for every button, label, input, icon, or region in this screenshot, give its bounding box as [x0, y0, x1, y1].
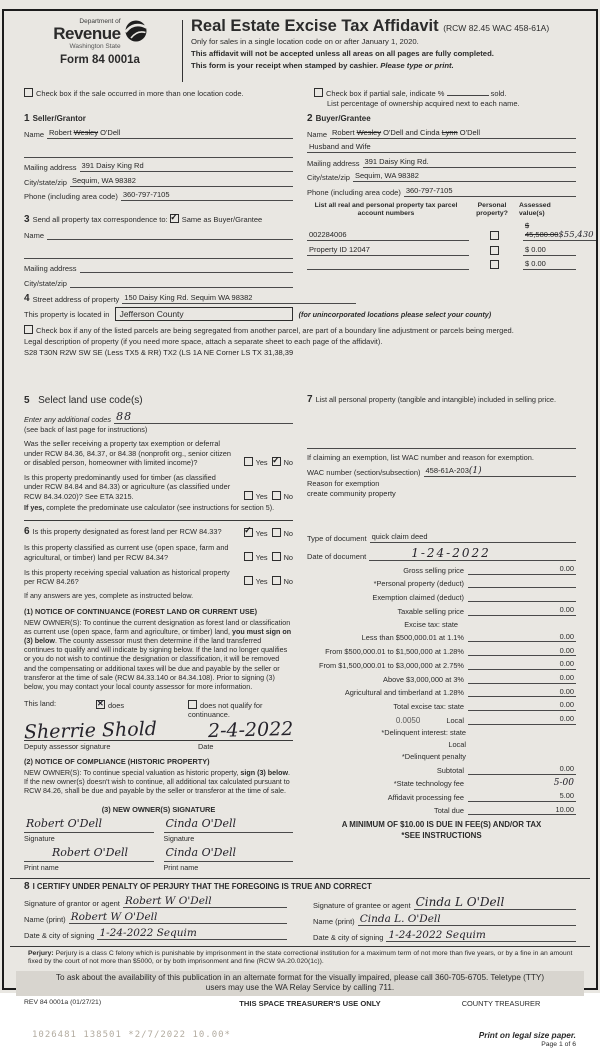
revenue-logo-icon — [123, 19, 149, 48]
delinquent-local-row: Local — [448, 739, 466, 749]
taxable-price-row: Taxable selling price 0.00 — [397, 605, 574, 616]
subtitle-2: This affidavit will not be accepted unless all areas on all pages are fully completed. — [191, 48, 494, 58]
subtitle-1: Only for sales in a single location code on or after January 1, 2020. — [191, 36, 419, 46]
tier3-input[interactable]: 0.00 — [468, 659, 576, 670]
partial-sale-percent-input[interactable] — [447, 87, 489, 96]
section2-title: Buyer/Grantee — [315, 114, 371, 123]
tier4-row: Above $3,000,000 at 3% 0.00 — [383, 673, 574, 684]
current-use-question-text: Is this property classified as current use (open space, farm and agricultural, or timber) land per RCW 84.34? — [24, 543, 229, 562]
dept-of-label: Department of — [79, 18, 121, 25]
tier1-input[interactable]: 0.00 — [468, 632, 576, 643]
owner1-signature-line[interactable]: Robert O'Dell — [24, 814, 154, 833]
buyer-mailing-label: Mailing address — [307, 158, 360, 168]
grantee-certify-block — [313, 892, 576, 942]
blank-space — [10, 357, 590, 393]
parcel-table — [307, 201, 594, 271]
seller-csz-field — [24, 176, 293, 187]
parcel-1-number[interactable]: 002284006 — [307, 230, 469, 241]
doc-type-field — [307, 532, 576, 543]
exemption-no-checkbox[interactable] — [272, 457, 281, 466]
correspondence-name-label: Name — [24, 230, 45, 240]
seller-phone-input[interactable]: 360-797-7105 — [121, 190, 293, 201]
exemption-deduct-input[interactable] — [468, 592, 576, 603]
total-due-input[interactable]: 10.00 — [468, 805, 576, 816]
doc-date-handwritten: 1-24-2022 — [411, 546, 491, 560]
mid-columns — [10, 393, 590, 872]
parcel-1-value[interactable]: $ 45,580.00$55,430 — [525, 221, 594, 241]
minimum-due-note: A MINIMUM OF $10.00 IS DUE IN FEE(S) AND/OR TAX *SEE INSTRUCTIONS — [307, 820, 576, 841]
forest-no-checkbox[interactable] — [272, 528, 281, 537]
doc-type-input[interactable]: quick claim deed — [370, 532, 576, 543]
seller-mailing-field — [24, 161, 293, 172]
section4-number: 4 — [24, 293, 30, 304]
timber-yes-checkbox[interactable] — [244, 491, 253, 500]
forest-yes-checkbox[interactable] — [244, 528, 253, 537]
grantee-print-input[interactable]: Cinda L. O'Dell — [358, 913, 576, 926]
seller-column — [24, 108, 293, 288]
buyer-phone-label: Phone (including area code) — [307, 187, 401, 197]
section8-number: 8 — [24, 880, 30, 892]
gross-price-input[interactable]: 0.00 — [468, 564, 576, 575]
correspondence-name-field — [24, 229, 293, 240]
section4 — [10, 288, 590, 358]
section5-title: Select land use code(s) — [38, 395, 143, 406]
buyer-phone-field — [307, 186, 576, 197]
legal-size-note: Print on legal size paper. — [478, 1029, 576, 1040]
tier2-row: From $500,000.01 to $1,500,000 at 1.28% 0.00 — [325, 645, 574, 657]
subtotal-row: Subtotal 0.00 — [436, 764, 574, 775]
section3-number: 3 — [24, 214, 30, 225]
owner2-signature-label: Signature — [163, 833, 195, 843]
owner2-print-line[interactable]: Cinda O'Dell — [164, 843, 294, 862]
exemption-question: Was the seller receiving a property tax exemption or deferral under RCW 84.36, 84.37, or 84.38 (nonprofit org., senior citizen or disabled person, homeowner with limited income)? Yes ✓ No — [24, 439, 293, 468]
perjury-note: Perjury: Perjury is a class C felony which is punishable by imprisonment in the state correctional institution for a maximum term of not more than five years, or by a fine in an amount fixed by the court of not more than $5000, or by both imprisonment and fine (RCW 9A.20.020(1c)). — [10, 946, 590, 968]
doc-date-field — [307, 546, 576, 561]
current-use-yes-checkbox[interactable] — [244, 552, 253, 561]
if-yes-note-bold: If yes, — [24, 504, 45, 513]
grantor-date-input[interactable]: 1-24-2022 Sequim — [97, 927, 287, 940]
seller-name-field — [24, 128, 293, 139]
header-checkbox-row — [10, 82, 590, 108]
deputy-labels — [24, 742, 293, 751]
tier3-row: From $1,500,000.01 to $3,000,000 at 2.75% 0.00 — [318, 659, 574, 670]
accessibility-note: To ask about the availability of this publication in an alternate format for the visually impaired, please call 360-705-6705. Teletype (TTY) users may use the WA Relay Service by calling 711. — [16, 971, 584, 996]
grantor-signature-label: Signature of grantor or agent — [24, 898, 120, 908]
affidavit-fee-input[interactable]: 5.00 — [468, 791, 576, 802]
new-owners-signature-title: (3) NEW OWNER(S) SIGNATURE — [101, 804, 216, 814]
section8 — [10, 878, 590, 942]
total-state-row: Total excise tax: state 0.00 — [393, 700, 574, 711]
this-land-label: This land: — [24, 699, 57, 709]
notice-continuance-body: NEW OWNER(S): To continue the current designation as forest land or classification as current use (open space, farm and agriculture, or timber) land, you must sign on (3) below. The county assessor must then determine if the land transferred continues to qualify and will indicate by signing below. If the land no longer qualifies or you do not wish to continue the designation or classification, it will be removed and the compensating or additional taxes will be due and payable by the seller or transferor at the time of sale (RCW 84.33.140 or 84.34.108). Prior to signing (3) below, you may contact your local county assessor for more information. — [24, 618, 292, 691]
grantor-signature-input[interactable]: Robert W O'Dell — [123, 895, 287, 908]
historic-question: Is this property receiving special valuation as historical property per RCW 84.26? Yes No — [24, 567, 293, 587]
top-columns — [10, 108, 594, 288]
wac-number-label: WAC number (section/subsection) — [307, 467, 421, 477]
parcel-3-value[interactable]: $ 0.00 — [523, 259, 576, 270]
deputy-signature-line[interactable] — [23, 717, 294, 744]
exemption-note: If claiming an exemption, list WAC number and reason for exemption. — [307, 453, 534, 462]
seller-name-label: Name — [24, 129, 45, 139]
tier1-row: Less than $500,000.01 at 1.1% 0.00 — [361, 631, 574, 643]
buyer-csz-input[interactable]: Sequim, WA 98382 — [353, 171, 576, 182]
personal-deduct-row: *Personal property (deduct) — [307, 578, 576, 589]
agency-block — [24, 18, 176, 82]
land-use-column — [24, 393, 293, 872]
parcel-row-2 — [307, 245, 576, 256]
seller-phone-field — [24, 190, 293, 201]
doc-type-label: Type of document — [307, 533, 367, 543]
deputy-date-handwritten: 2-4-2022 — [207, 717, 294, 743]
parcel-2-number[interactable]: Property ID 12047 — [307, 245, 469, 256]
seller-name-input[interactable]: Robert Wesley O'Dell — [47, 128, 293, 139]
owner2-signature-line[interactable]: Cinda O'Dell — [164, 814, 294, 833]
gross-price-row: Gross selling price 0.00 — [403, 564, 574, 575]
grantor-signature-field — [24, 895, 287, 908]
agricultural-input[interactable]: 0.00 — [468, 687, 576, 698]
exemption-question-text: Was the seller receiving a property tax exemption or deferral under RCW 84.36, 84.37, or 84.38 (nonprofit org., senior citizen or disabled person, homeowner with limited income)? — [24, 439, 231, 468]
owner1-print-line[interactable]: Robert O'Dell — [24, 843, 154, 862]
if-yes-note: complete the predominate use calculator (see instructions for section 5). — [44, 504, 275, 513]
grantee-print-field — [313, 913, 576, 926]
grantor-print-input[interactable]: Robert W O'Dell — [69, 911, 287, 924]
section8-title: I CERTIFY UNDER PENALTY OF PERJURY THAT THE FOREGOING IS TRUE AND CORRECT — [32, 881, 372, 891]
wac-number-field — [307, 466, 576, 477]
grantor-date-label: Date & city of signing — [24, 930, 95, 940]
doc-date-label: Date of document — [307, 552, 367, 561]
section7-number: 7 — [307, 394, 313, 405]
agricultural-row: Agricultural and timberland at 1.28% 0.00 — [344, 686, 574, 698]
grantor-date-field — [24, 927, 287, 940]
buyer-csz-label: City/state/zip — [307, 173, 350, 182]
print-note-block — [479, 1030, 576, 1048]
buyer-column — [307, 108, 594, 288]
section1-title: Seller/Grantor — [32, 114, 86, 123]
grantee-date-field — [313, 929, 576, 942]
reason-exemption-value[interactable]: create community property — [307, 488, 396, 498]
seller-csz-input[interactable]: Sequim, WA 98382 — [70, 176, 293, 187]
washington-state-label: Washington State — [69, 43, 121, 50]
partial-sale-label: Check box if partial sale, indicate % — [326, 89, 445, 98]
located-in-label: This property is located in — [24, 310, 110, 319]
personal-deduct-input[interactable] — [468, 578, 576, 589]
forest-land-question: 6 Is this property designated as forest land per RCW 84.33? ✓ Yes No — [24, 520, 293, 538]
subtitle-3: This form is your receipt when stamped by cashier. — [191, 60, 379, 70]
tier2-input[interactable]: 0.00 — [468, 646, 576, 657]
county-treasurer-label: COUNTY TREASURER — [461, 998, 541, 1008]
timber-no-checkbox[interactable] — [272, 491, 281, 500]
answers-yes-note: If any answers are yes, complete as instructed below. — [24, 591, 194, 600]
deputy-signature-label: Deputy assessor signature — [24, 742, 111, 752]
multi-location-label: Check box if the sale occurred in more than one location code. — [36, 89, 244, 98]
historic-no-checkbox[interactable] — [272, 576, 281, 585]
notice-compliance-body: NEW OWNER(S): To continue special valuation as historic property, sign (3) below. If the new owner(s) doesn't wish to continue, all additional tax calculated pursuant to RCW 84.26, shall be due and payable by the seller or transferor at the time of sale. — [24, 769, 291, 796]
grantor-print-field — [24, 911, 287, 924]
grantee-signature-label: Signature of grantee or agent — [313, 900, 411, 910]
section3-label: Send all property tax correspondence to: — [32, 215, 168, 224]
delinquent-penalty-row: *Delinquent penalty — [401, 752, 466, 762]
buyer-mailing-input[interactable]: 391 Daisy King Rd. — [363, 157, 576, 168]
tier4-input[interactable]: 0.00 — [468, 673, 576, 684]
seller-phone-label: Phone (including area code) — [24, 192, 118, 201]
personal-property-col-header: Personal property? — [476, 201, 508, 217]
treasurer-use-label: THIS SPACE TREASURER'S USE ONLY — [239, 998, 381, 1008]
same-as-buyer-label: Same as Buyer/Grantee — [181, 215, 263, 224]
notice-compliance-title: (2) NOTICE OF COMPLIANCE (HISTORIC PROPERTY) — [24, 757, 210, 767]
buyer-name2-input[interactable]: Husband and Wife — [307, 142, 576, 153]
parcel-3-number[interactable] — [307, 259, 469, 270]
section1-number: 1 — [24, 113, 30, 124]
parcel-row-1 — [307, 221, 594, 241]
wac-handwritten: (1) — [468, 465, 482, 476]
grantee-date-label: Date & city of signing — [313, 932, 384, 942]
street-address-label: Street address of property — [32, 295, 120, 304]
tech-fee-row: *State technology fee 5-00 — [393, 778, 574, 788]
parcel-2-personal-checkbox[interactable] — [490, 246, 499, 255]
does-label: does — [108, 701, 125, 711]
county-note: (for unincorporated locations please select your county) — [298, 310, 492, 319]
tax-column — [307, 393, 576, 872]
stamp-row — [10, 1008, 590, 1048]
correspondence-csz-input[interactable] — [70, 277, 293, 288]
current-use-question: Is this property classified as current use (open space, farm and agricultural, or timber) land per RCW 84.34? Yes No — [24, 543, 293, 562]
additional-codes-label: Enter any additional codes — [24, 415, 112, 424]
parcel-2-value[interactable]: $ 0.00 — [523, 245, 576, 256]
correspondence-mailing-label: Mailing address — [24, 264, 77, 273]
local-tax-input[interactable]: 0.00 — [468, 714, 576, 725]
timber-question: Is this property predominantly used for timber (as classified under RCW 84.84 and 84.33) or agriculture (as classified under RCW 84.34.020)? See ETA 3215. Yes No — [24, 472, 293, 501]
buyer-mailing-field — [307, 157, 576, 168]
current-use-no-checkbox[interactable] — [272, 552, 281, 561]
correspondence-csz-field — [24, 277, 293, 288]
reason-exemption-label: Reason for exemption — [307, 478, 380, 488]
does-qualify-checkbox[interactable] — [96, 700, 105, 709]
buyer-name-field — [307, 128, 576, 139]
section2-number: 2 — [307, 113, 313, 124]
same-as-buyer-checkbox[interactable] — [170, 214, 179, 223]
parcel-col-header: List all real and personal property tax parcel account numbers — [314, 201, 458, 217]
historic-question-text: Is this property receiving special valuation as historical property per RCW 84.26? — [24, 567, 230, 587]
grantee-date-input[interactable]: 1-24-2022 Sequim — [386, 929, 576, 942]
does-not-qualify-checkbox[interactable] — [188, 700, 197, 709]
legal-description-value[interactable]: S28 T30N R2W SW SE (Less TX5 & RR) TX2 (LS 1A NE Corner LS TX 31,38,39 — [24, 348, 294, 357]
personal-property-list-input[interactable] — [307, 438, 576, 449]
grantor-print-label: Name (print) — [24, 914, 66, 924]
deputy-signature-handwritten: Sherrie Shold — [23, 717, 158, 744]
taxable-price-input[interactable]: 0.00 — [468, 605, 576, 616]
wac-number-input[interactable]: 458-61A-203(1) — [424, 466, 576, 477]
buyer-phone-input[interactable]: 360-797-7105 — [404, 186, 576, 197]
tech-fee-input[interactable] — [468, 778, 576, 788]
historic-yes-checkbox[interactable] — [244, 576, 253, 585]
subtotal-input[interactable]: 0.00 — [468, 764, 576, 775]
buyer-name-input[interactable]: Robert Wesley O'Dell and Cinda Lynn O'Dell — [330, 128, 576, 139]
multi-location-checkbox[interactable] — [24, 88, 33, 97]
local-tax-row: 0.0050 Local 0.00 — [395, 714, 574, 725]
partial-sale-note: List percentage of ownership acquired next to each name. — [327, 99, 520, 108]
bottom-row — [10, 996, 590, 1008]
section5-number: 5 — [24, 395, 30, 406]
section6-number: 6 — [24, 526, 30, 538]
title-block — [191, 18, 586, 82]
partial-sale-suffix: sold. — [490, 89, 507, 98]
form-rcw-code: (RCW 82.45 WAC 458-61A) — [443, 23, 550, 33]
segregated-label: Check box if any of the listed parcels are being segregated from another parcel, are part of a boundary line adjustment or parcels being merged. — [36, 326, 514, 335]
total-due-row: Total due 10.00 — [434, 804, 574, 816]
assessed-value-col-header: Assessed value(s) — [519, 201, 551, 217]
correspondence-name2-input[interactable] — [24, 248, 293, 259]
page-number: Page 1 of 6 — [541, 1040, 576, 1048]
rev-number: REV 84 0001a (01/27/21) — [24, 998, 102, 1006]
delinquent-interest-row: *Delinquent interest: state — [381, 727, 466, 737]
doc-date-input[interactable] — [369, 546, 576, 561]
notice-continuance-title: (1) NOTICE OF CONTINUANCE (FOREST LAND OR CURRENT USE) — [24, 606, 258, 616]
parcel-1-value-handwritten: $55,430 — [558, 230, 594, 241]
revenue-wordmark: Revenue — [53, 24, 121, 43]
owner1-print-label: Print name — [24, 862, 59, 872]
form-number: Form 84 0001a — [60, 54, 140, 66]
subtitle-3-italic: Please type or print. — [380, 60, 454, 70]
seller-csz-label: City/state/zip — [24, 177, 67, 187]
exemption-yes-checkbox[interactable] — [244, 457, 253, 466]
legal-description-label: Legal description of property (if you need more space, attach a separate sheet to each page of the affidavit). — [24, 337, 383, 346]
affidavit-fee-row: Affidavit processing fee 5.00 — [387, 791, 574, 802]
buyer-csz-field — [307, 171, 576, 182]
does-not-label: does not qualify for continuance. — [188, 701, 263, 720]
correspondence-mailing-input[interactable] — [80, 262, 293, 273]
parcel-table-header — [307, 202, 576, 218]
timber-question-text: Is this property predominantly used for timber (as classified under RCW 84.84 and 84.33) or agriculture (as classified under RCW 84.34.020)? See ETA 3215. — [24, 472, 231, 501]
parcel-row-3 — [307, 259, 576, 270]
codes-note: (see back of last page for instructions) — [24, 425, 148, 434]
segregated-checkbox[interactable] — [24, 325, 33, 334]
exemption-deduct-row: Exemption claimed (deduct) — [307, 592, 576, 603]
parcel-1-personal-checkbox[interactable] — [490, 231, 499, 240]
correspondence-mailing-field — [24, 262, 293, 273]
tech-fee-handwritten: 5-00 — [553, 778, 574, 788]
county-select[interactable]: Jefferson County — [115, 307, 293, 321]
new-owner-print-names — [24, 843, 293, 872]
page-content — [10, 14, 594, 1048]
grantee-signature-field — [313, 895, 576, 910]
owner2-print-label: Print name — [163, 862, 199, 872]
buyer-name-label: Name — [307, 129, 328, 139]
additional-codes-handwritten: 88 — [116, 410, 133, 423]
form-title: Real Estate Excise Tax Affidavit — [191, 17, 439, 35]
correspondence-csz-label: City/state/zip — [24, 278, 67, 288]
additional-codes-input[interactable] — [114, 410, 293, 424]
total-state-input[interactable]: 0.00 — [468, 700, 576, 711]
seller-mailing-input[interactable]: 391 Daisy King Rd — [80, 161, 293, 172]
form-header — [10, 14, 590, 82]
grantee-print-label: Name (print) — [313, 916, 355, 926]
see-instructions-note: *SEE INSTRUCTIONS — [401, 831, 482, 841]
grantor-certify-block — [24, 892, 287, 942]
correspondence-name-input[interactable] — [47, 229, 293, 240]
grantee-signature-input[interactable]: Cinda L O'Dell — [414, 895, 576, 910]
land-qualify-row — [24, 699, 293, 719]
local-rate-value: 0.0050 — [395, 715, 421, 725]
owner1-signature-label: Signature — [24, 833, 55, 843]
partial-sale-checkbox[interactable] — [314, 88, 323, 97]
deputy-date-label: Date — [198, 742, 214, 752]
new-owner-signatures — [24, 814, 293, 843]
street-address-input[interactable]: 150 Daisy King Rd. Sequim WA 98382 — [122, 293, 356, 304]
parcel-3-personal-checkbox[interactable] — [490, 260, 499, 269]
excise-tax-header: Excise tax: state — [404, 619, 458, 629]
section7-title: List all personal property (tangible and intangible) included in selling price. — [315, 395, 557, 404]
forest-land-question-text: Is this property designated as forest land per RCW 84.33? — [32, 527, 222, 537]
seller-name2-input[interactable] — [24, 147, 293, 158]
header-divider — [182, 20, 183, 82]
seller-mailing-label: Mailing address — [24, 163, 77, 172]
cashier-stamp: 1026481 138501 *2/7/2022 10.00* — [32, 1029, 231, 1040]
